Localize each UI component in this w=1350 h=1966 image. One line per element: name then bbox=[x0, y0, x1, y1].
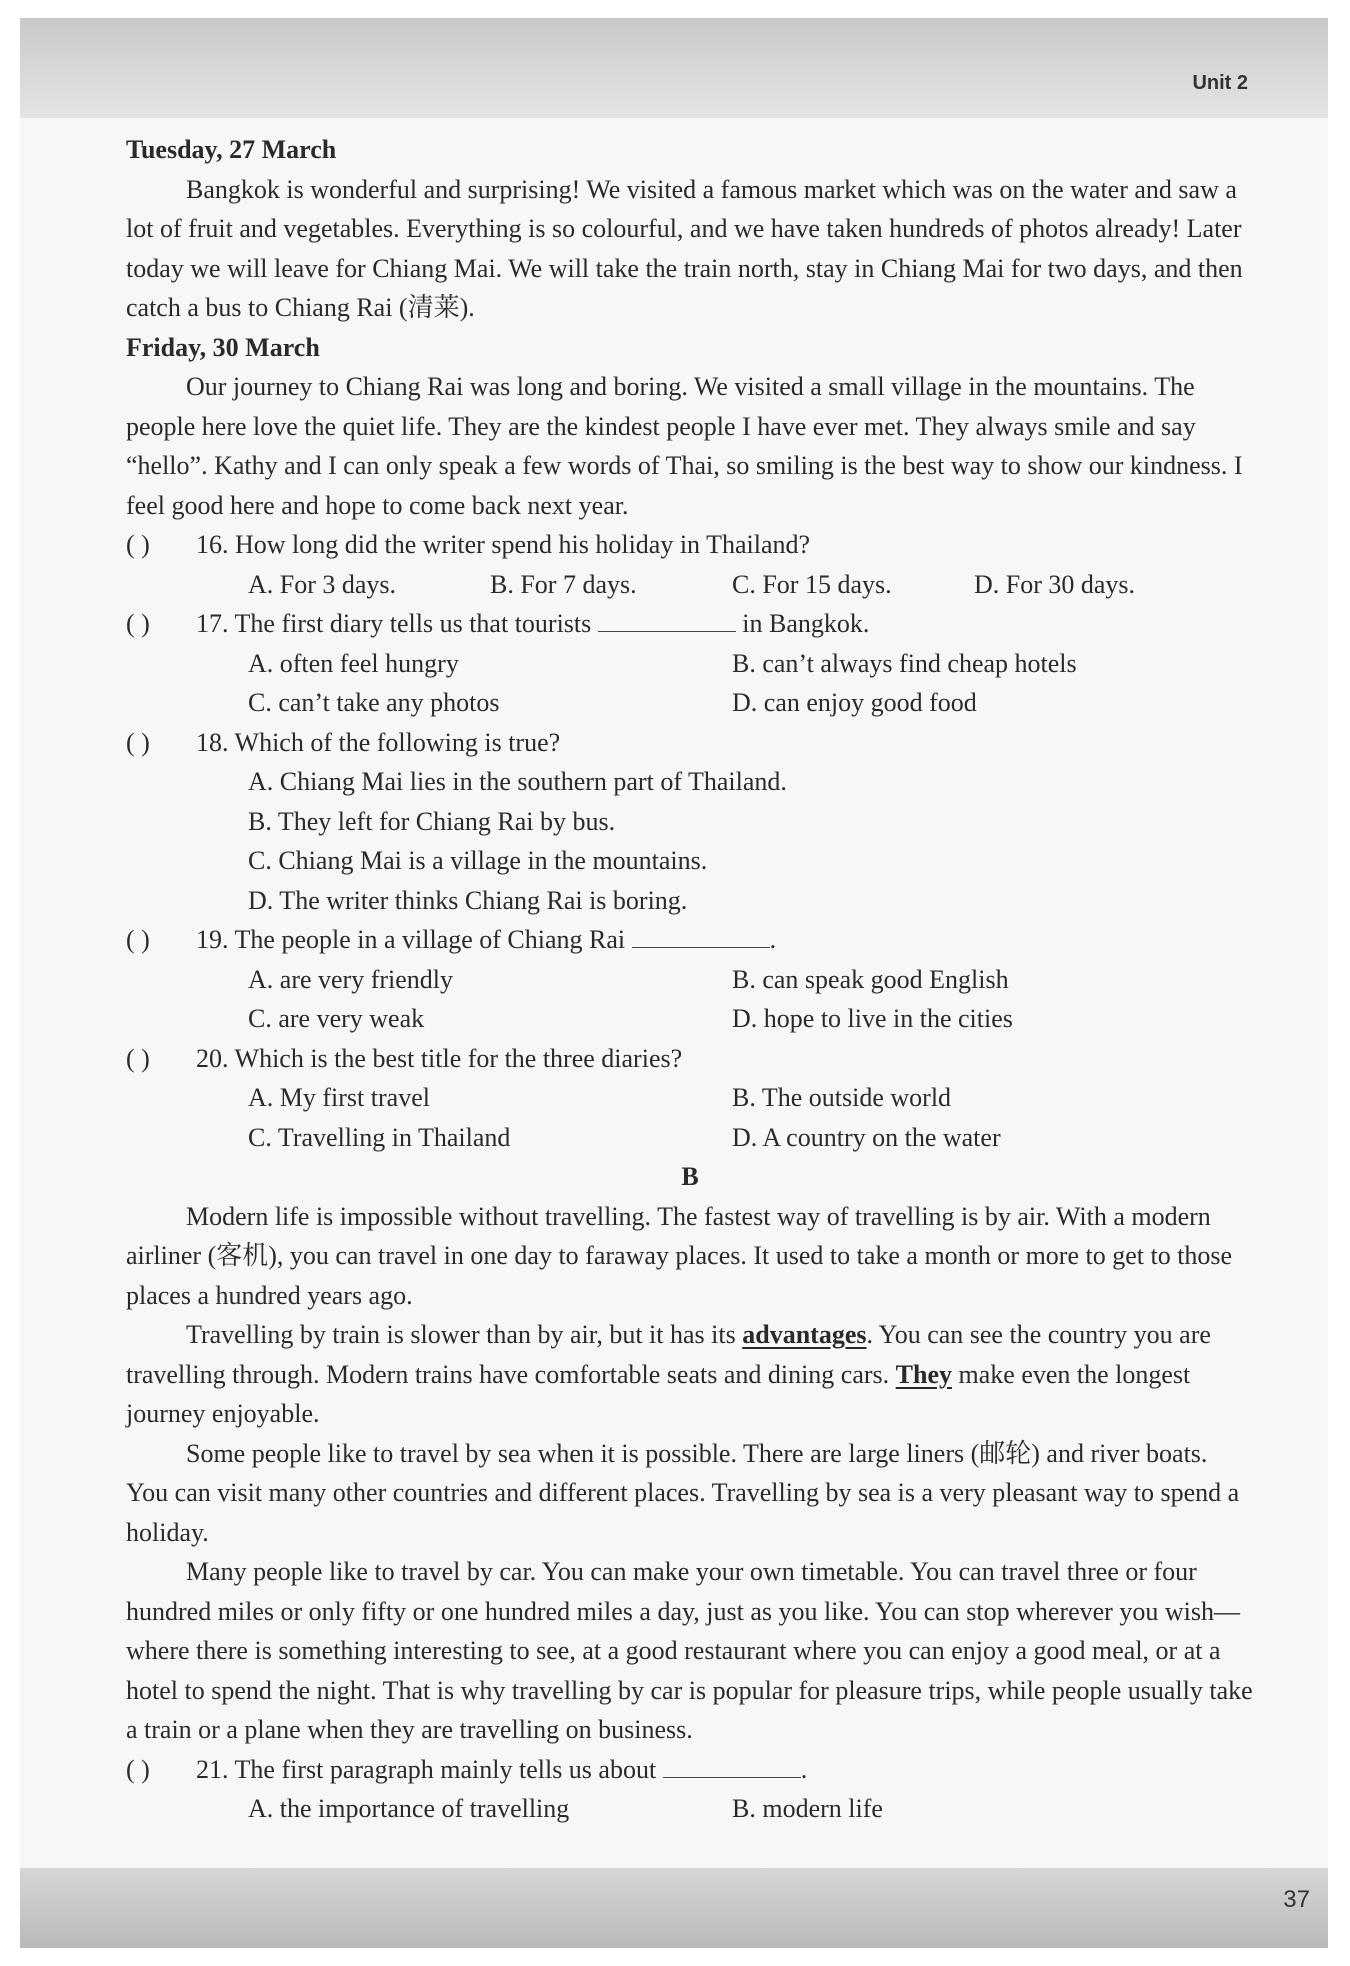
option-c: C. For 15 days. bbox=[732, 569, 892, 599]
passage-b-paragraph-2 bbox=[126, 1315, 1254, 1434]
stem-text: in Bangkok. bbox=[742, 609, 870, 638]
option-d: D. can enjoy good food bbox=[732, 688, 977, 717]
unit-label: Unit 2 bbox=[1192, 72, 1248, 94]
diary-date-2: Friday, 30 March bbox=[126, 332, 320, 362]
paragraph-text: . You can see the country you are travelling through. Modern trains have comfortable seats and dining cars. bbox=[126, 1320, 1211, 1389]
option-a: A. Chiang Mai lies in the southern part of Thailand. bbox=[248, 767, 787, 796]
option-d: D. A country on the water bbox=[732, 1122, 1001, 1152]
option-c: C. Travelling in Thailand bbox=[248, 1122, 511, 1152]
question-21-options-row1 bbox=[126, 1789, 1254, 1829]
stem-text: 19. The people in a village of Chiang Rai bbox=[196, 925, 626, 954]
header-band bbox=[20, 18, 1328, 118]
passage-b-paragraph-4: Many people like to travel by car. You can make your own timetable. You can travel three or four hundred miles or only fifty or one hundred miles a day, just as you like. You can stop wherever you wish—where there is something interesting to see, at a good restaurant where you can enjoy a good meal, or at a hotel to spend the night. That is why travelling by car is popular for pleasure trips, while people usually take a train or a plane when they are travelling on business. bbox=[126, 1557, 1253, 1744]
option-a: A. often feel hungry bbox=[248, 648, 459, 678]
question-stem: 18. Which of the following is true? bbox=[196, 727, 561, 757]
paragraph-text: make even the longest journey enjoyable. bbox=[126, 1359, 1191, 1428]
option-b: B. They left for Chiang Rai by bus. bbox=[248, 806, 616, 836]
underlined-word-advantages: advantages bbox=[742, 1320, 867, 1349]
answer-blank[interactable] bbox=[598, 607, 736, 632]
question-16-options bbox=[126, 565, 1254, 605]
passage-b-paragraph-1: Modern life is impossible without travelling. The fastest way of travelling is by air. With a modern airliner (客机), you can travel in one day to faraway places. It used to take a month or more to get to those places a hundred years ago. bbox=[126, 1201, 1233, 1310]
question-20-options-row2 bbox=[126, 1118, 1254, 1158]
answer-box[interactable]: ( ) bbox=[126, 925, 150, 954]
answer-box[interactable]: ( ) bbox=[126, 1754, 150, 1784]
option-c: C. Chiang Mai is a village in the mountains. bbox=[248, 846, 708, 875]
question-stem: 16. How long did the writer spend his holiday in Thailand? bbox=[196, 530, 811, 559]
question-19-options-row1 bbox=[126, 960, 1254, 1000]
question-stem bbox=[196, 1750, 1254, 1790]
option-b: B. For 7 days. bbox=[490, 569, 637, 599]
answer-box[interactable]: ( ) bbox=[126, 530, 150, 559]
stem-text: . bbox=[769, 925, 777, 954]
paragraph-text: Travelling by train is slower than by air, but it has its bbox=[186, 1320, 736, 1349]
option-b: B. modern life bbox=[732, 1794, 883, 1823]
question-19 bbox=[126, 920, 1254, 960]
option-a: A. the importance of travelling bbox=[248, 1794, 570, 1823]
question-17-options-row1 bbox=[126, 644, 1254, 684]
stem-text: . bbox=[800, 1754, 808, 1784]
option-b: B. can’t always find cheap hotels bbox=[732, 648, 1077, 678]
question-stem bbox=[196, 920, 1254, 960]
stem-text: 17. The first diary tells us that tourists bbox=[196, 609, 592, 638]
answer-box[interactable]: ( ) bbox=[126, 727, 150, 757]
diary-entry-2: Our journey to Chiang Rai was long and boring. We visited a small village in the mountains. The people here love the quiet life. They are the kindest people I have ever met. They always smile and say “hello”. Kathy and I can only speak a few words of Thai, so smiling is the best way to show our kindness. I feel good here and hope to come back next year. bbox=[126, 372, 1243, 520]
option-b: B. can speak good English bbox=[732, 964, 1009, 994]
answer-box[interactable]: ( ) bbox=[126, 1043, 150, 1073]
footer-band bbox=[20, 1868, 1328, 1948]
question-17-options-row2 bbox=[126, 683, 1254, 723]
question-20 bbox=[126, 1039, 1254, 1079]
option-d: D. For 30 days. bbox=[974, 569, 1136, 599]
question-16 bbox=[126, 525, 1254, 565]
question-19-options-row2 bbox=[126, 999, 1254, 1039]
page-number: 37 bbox=[1283, 1886, 1310, 1913]
stem-text: 21. The first paragraph mainly tells us about bbox=[196, 1754, 657, 1784]
passage-b-paragraph-3: Some people like to travel by sea when it is possible. There are large liners (邮轮) and river boats. You can visit many other countries and different places. Travelling by sea is a very pleasant way to spend a holiday. bbox=[126, 1438, 1240, 1547]
question-20-options-row1 bbox=[126, 1078, 1254, 1118]
answer-box[interactable]: ( ) bbox=[126, 609, 150, 638]
option-d: D. The writer thinks Chiang Rai is boring. bbox=[248, 885, 688, 915]
answer-blank[interactable] bbox=[663, 1753, 801, 1778]
option-c: C. are very weak bbox=[248, 1004, 425, 1033]
option-a: A. My first travel bbox=[248, 1083, 430, 1112]
option-a: A. are very friendly bbox=[248, 964, 454, 994]
option-c: C. can’t take any photos bbox=[248, 688, 500, 717]
underlined-word-they: They bbox=[895, 1359, 953, 1389]
page-content bbox=[126, 130, 1254, 1829]
option-d: D. hope to live in the cities bbox=[732, 1004, 1013, 1033]
question-18 bbox=[126, 723, 1254, 763]
question-stem: 20. Which is the best title for the three diaries? bbox=[196, 1043, 683, 1073]
question-stem bbox=[196, 604, 1254, 644]
answer-blank[interactable] bbox=[632, 923, 770, 948]
diary-date-1: Tuesday, 27 March bbox=[126, 135, 337, 164]
question-21 bbox=[126, 1750, 1254, 1790]
section-heading-b: B bbox=[681, 1162, 699, 1191]
question-17 bbox=[126, 604, 1254, 644]
option-a: A. For 3 days. bbox=[248, 569, 397, 599]
option-b: B. The outside world bbox=[732, 1083, 952, 1112]
diary-entry-1: Bangkok is wonderful and surprising! We visited a famous market which was on the water and saw a lot of fruit and vegetables. Everything is so colourful, and we have taken hundreds of photos already! Later today we will leave for Chiang Mai. We will take the train north, stay in Chiang Mai for two days, and then catch a bus to Chiang Rai (清莱). bbox=[126, 174, 1243, 322]
